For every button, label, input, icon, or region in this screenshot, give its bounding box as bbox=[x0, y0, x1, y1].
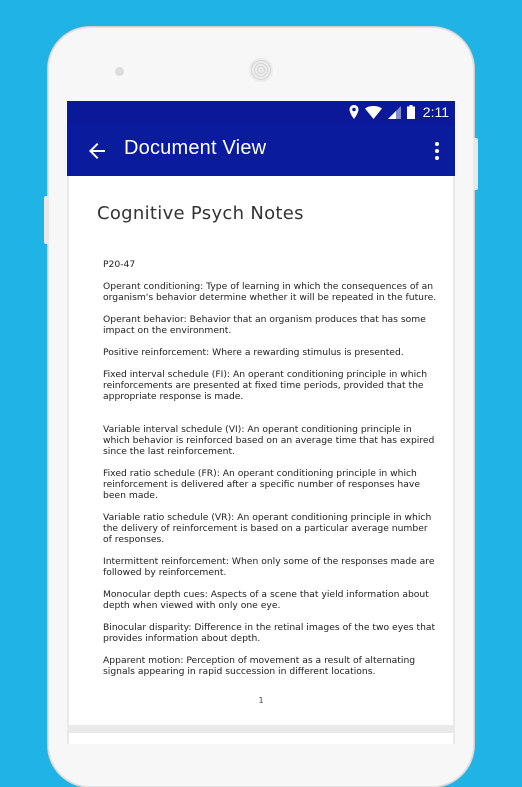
battery-icon bbox=[407, 105, 415, 119]
status-time: 2:11 bbox=[422, 104, 449, 120]
note-paragraph: Intermittent reinforcement: When only some of the responses made are followed by reinforcement. bbox=[103, 556, 435, 578]
next-document-page bbox=[69, 733, 453, 744]
status-bar bbox=[67, 101, 455, 125]
note-paragraph: Binocular disparity: Difference in the retinal images of the two eyes that provides information about depth. bbox=[103, 622, 436, 644]
earpiece-speaker bbox=[249, 58, 273, 82]
note-paragraph: Operant conditioning: Type of learning in which the consequences of an organism's behavior determine whether it will be repeated in the future. bbox=[103, 281, 437, 303]
document-page bbox=[69, 176, 453, 725]
front-sensor bbox=[115, 67, 124, 76]
wifi-icon bbox=[365, 106, 382, 119]
page-reference: P20-47 bbox=[103, 259, 136, 270]
app-bar bbox=[67, 125, 455, 176]
note-paragraph: Variable ratio schedule (VR): An operant conditioning principle in which the delivery of reinforcement is based on a particular average number of responses. bbox=[103, 512, 432, 545]
signal-icon bbox=[388, 106, 401, 119]
phone-screen bbox=[67, 101, 455, 744]
note-paragraph: Fixed ratio schedule (FR): An operant conditioning principle in which reinforcement is delivered after a specific number of responses have been made. bbox=[103, 468, 420, 501]
note-paragraph: Positive reinforcement: Where a rewarding stimulus is presented. bbox=[103, 347, 404, 358]
phone-side-button-left bbox=[44, 196, 49, 244]
note-paragraph: Fixed interval schedule (FI): An operant conditioning principle in which reinforcements are presented at fixed time periods, provided that the appropriate response is made. bbox=[103, 369, 428, 402]
more-vert-icon[interactable] bbox=[431, 139, 443, 163]
document-body bbox=[103, 259, 438, 688]
document-title: Cognitive Psych Notes bbox=[97, 203, 304, 224]
phone-power-button bbox=[473, 138, 478, 190]
page-number: 1 bbox=[258, 696, 264, 705]
app-bar-title: Document View bbox=[124, 137, 267, 159]
note-paragraph: Apparent motion: Perception of movement as a result of alternating signals appearing in rapid succession in different locations. bbox=[103, 655, 416, 677]
location-icon bbox=[349, 105, 359, 119]
note-paragraph: Monocular depth cues: Aspects of a scene that yield information about depth when viewed with only one eye. bbox=[103, 589, 429, 611]
note-paragraph: Variable interval schedule (VI): An operant conditioning principle in which behavior is reinforced based on an average time that has expired since the last reinforcement. bbox=[103, 424, 435, 457]
note-paragraph: Operant behavior: Behavior that an organism produces that has some impact on the environment. bbox=[103, 314, 426, 336]
arrow-back-icon[interactable] bbox=[85, 139, 109, 163]
